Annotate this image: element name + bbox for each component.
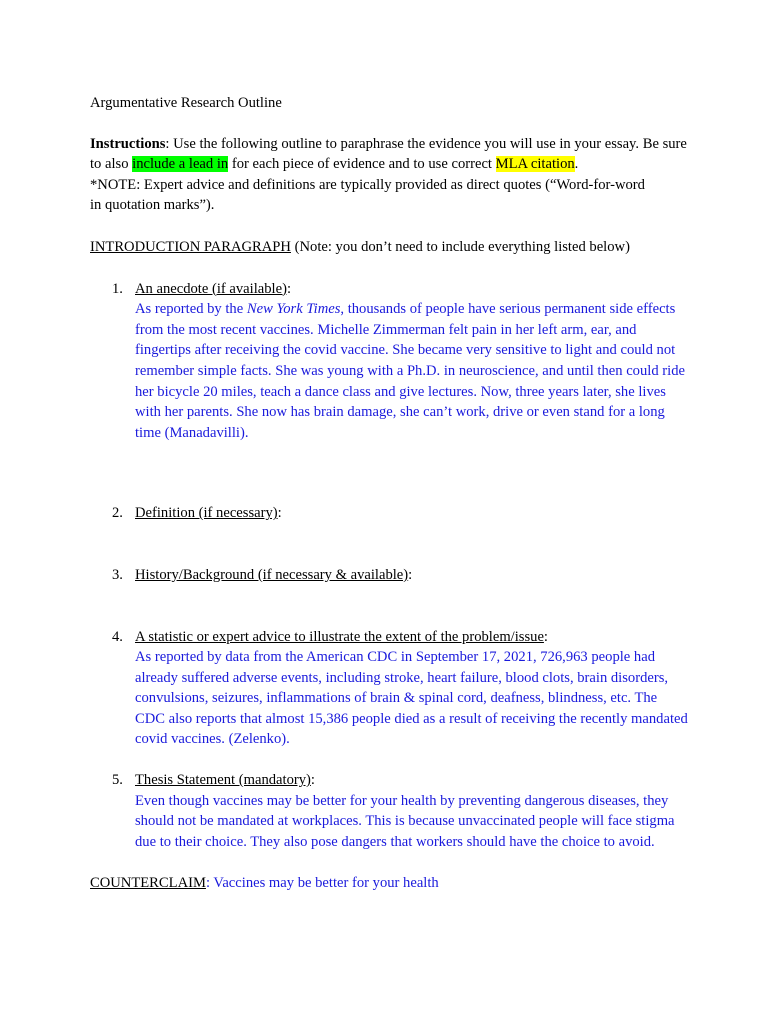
item-label: Definition (if necessary)	[135, 505, 278, 522]
item-number: 4.	[112, 628, 123, 645]
item-label: History/Background (if necessary & available)	[135, 566, 409, 583]
mla-citation-highlight: MLA citation	[495, 156, 575, 173]
document-page	[90, 93, 690, 894]
item-heading	[135, 279, 690, 300]
counterclaim-line	[90, 873, 690, 894]
counterclaim-text: Vaccines may be better for your health	[213, 875, 439, 892]
counterclaim-label: COUNTERCLAIM	[90, 875, 206, 892]
publication-title: New York Times	[246, 301, 341, 318]
item-number: 5.	[112, 772, 123, 789]
intro-note: (Note: you don’t need to include everything listed below)	[290, 238, 630, 255]
instructions-text-2: for each piece of evidence and to use correct	[228, 156, 496, 173]
item-suffix: :	[277, 505, 282, 522]
item-suffix: :	[408, 566, 413, 583]
item-label: An anecdote (if available)	[135, 280, 287, 297]
thesis-answer: Even though vaccines may be better for your health by preventing dangerous diseases, they should not be mandated at workplaces. This is because unvaccinated people will face stigma due to their choice. They also pose dangers that workers should have the choice to avoid.	[135, 792, 675, 850]
intro-heading: INTRODUCTION PARAGRAPH	[90, 238, 291, 255]
intro-heading-line	[90, 237, 690, 258]
instructions-note: *NOTE: Expert advice and definitions are typically provided as direct quotes (“Word-for-word in quotation marks”).	[90, 176, 645, 214]
instructions-text-1: : Use the following outline to paraphrase the evidence you will use in your essay. Be sure to also	[90, 135, 687, 173]
item-number: 1.	[112, 280, 123, 297]
list-item	[90, 770, 690, 852]
item-label: Thesis Statement (mandatory)	[135, 772, 311, 789]
item-heading	[135, 565, 690, 586]
lead-in-highlight: include a lead in	[132, 156, 229, 173]
item-heading	[135, 627, 690, 648]
instructions-paragraph	[90, 134, 690, 175]
item-heading	[135, 770, 690, 791]
answer-text: , thousands of people have serious permanent side effects from the most recent vaccines. Michelle Zimmerman felt pain in her left arm, ear, and fingertips after receiving the covid vaccine. She became very sensitive to light and could not remember simple facts. She was young with a Ph.D. in neuroscience, and until then could ride her bicycle 20 miles, teach a dance class and give lectures. Now, three years later, she lives with her parents. She now has brain damage, she can’t work, drive or even stand for a long time (Manadavilli).	[135, 301, 685, 441]
item-label: A statistic or expert advice to illustrate the extent of the problem/issue	[135, 628, 544, 645]
document-title: Argumentative Research Outline	[90, 95, 282, 111]
item-number: 3.	[112, 566, 123, 583]
item-suffix: :	[543, 628, 548, 645]
item-number: 2.	[112, 505, 123, 522]
answer-text: As reported by the	[135, 301, 247, 318]
item-suffix: :	[286, 280, 291, 297]
anecdote-answer	[135, 299, 690, 443]
item-suffix: :	[310, 772, 315, 789]
instructions-text-3: .	[574, 156, 579, 173]
statistic-answer: As reported by data from the American CDC in September 17, 2021, 726,963 people had already suffered adverse events, including stroke, heart failure, blood clots, brain disorders, convulsions, seizures, inflammations of brain & spinal cord, deafness, blindness, etc. The CDC also reports that almost 15,386 people died as a result of receiving the recently mandated covid vaccines. (Zelenko).	[135, 649, 688, 748]
list-item	[90, 627, 690, 751]
list-item	[90, 279, 690, 444]
item-heading	[135, 503, 690, 524]
list-item	[90, 503, 690, 524]
instructions-label: Instructions	[90, 135, 166, 152]
counterclaim-suffix: :	[205, 875, 214, 892]
outline-list	[90, 279, 690, 853]
list-item	[90, 565, 690, 586]
